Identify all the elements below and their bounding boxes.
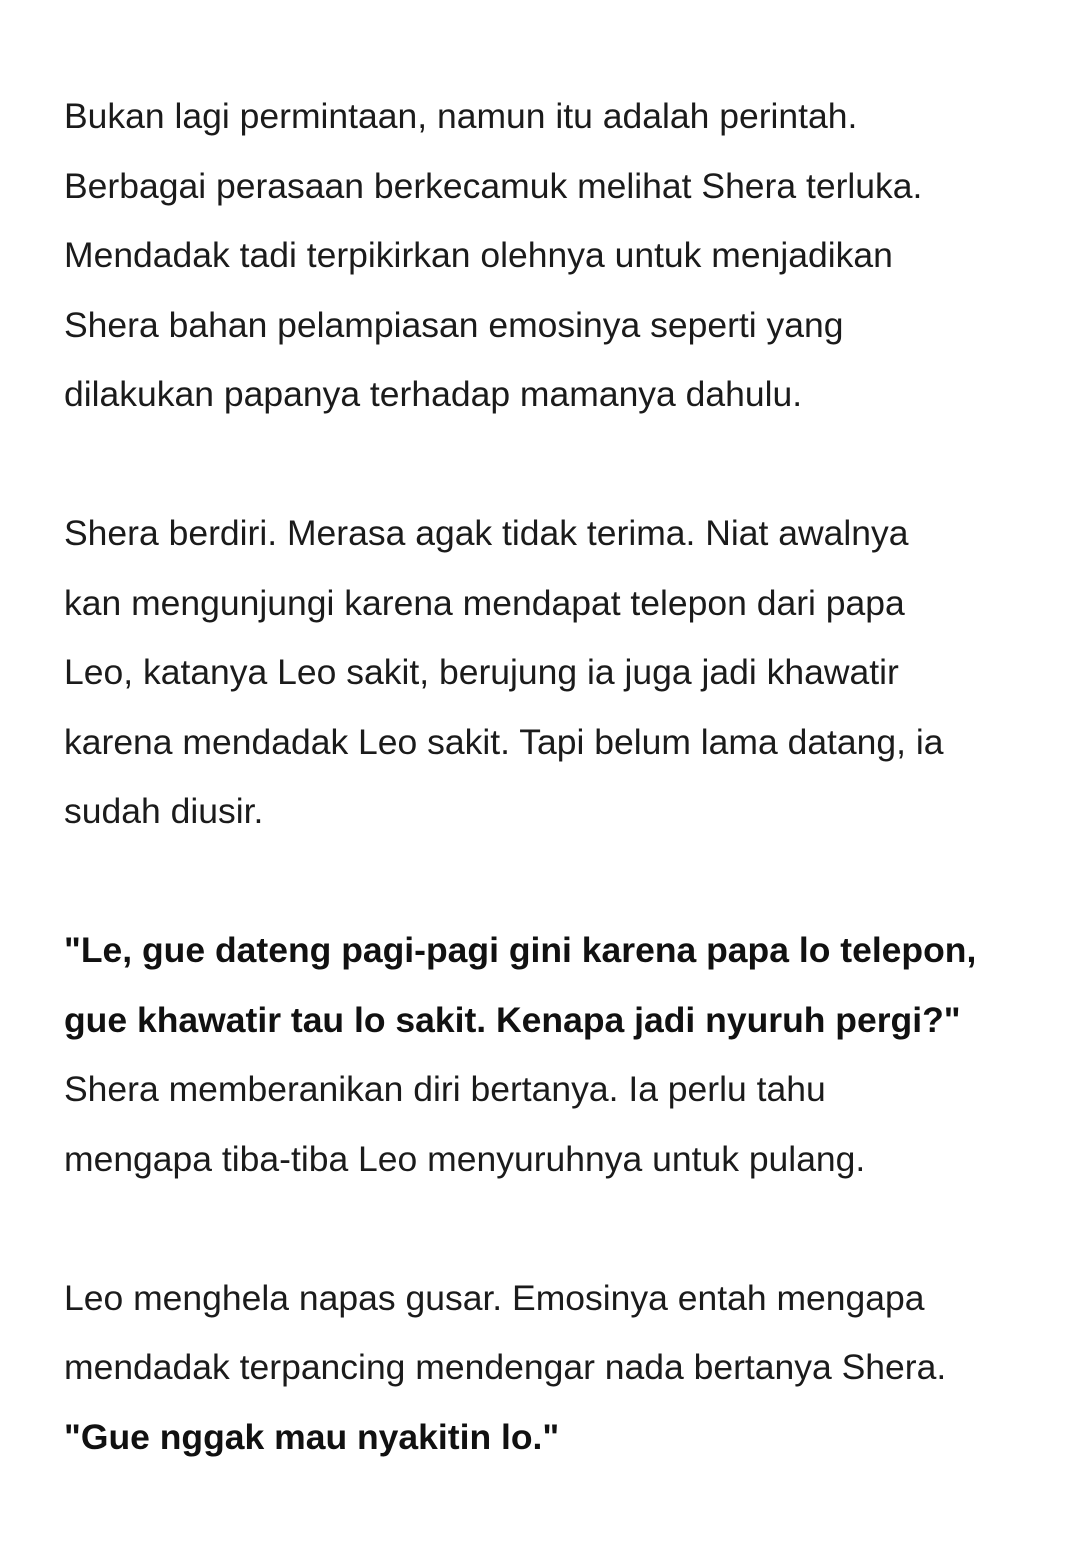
dialogue-line: "Le, gue dateng pagi-pagi gini karena papa lo telepon, <box>64 930 977 970</box>
dialogue-line: gue khawatir tau lo sakit. Kenapa jadi nyuruh pergi?" <box>64 999 961 1040</box>
paragraph-line: mendadak terpancing mendengar nada bertanya Shera. <box>64 1347 947 1387</box>
paragraph-line: Shera memberanikan diri bertanya. Ia perlu tahu <box>64 1069 826 1109</box>
paragraph-line: kan mengunjungi karena mendapat telepon dari papa <box>64 582 905 623</box>
paragraph-line: Leo menghela napas gusar. Emosinya entah mengapa <box>64 1277 925 1318</box>
story-paragraph <box>64 499 1054 847</box>
paragraph-line: Leo, katanya Leo sakit, berujung ia juga jadi khawatir <box>64 652 899 692</box>
paragraph-line: Shera bahan pelampiasan emosinya seperti yang <box>64 304 844 345</box>
paragraph-line: Berbagai perasaan berkecamuk melihat Shera terluka. <box>64 165 923 206</box>
paragraph-line: sudah diusir. <box>64 791 264 831</box>
paragraph-line: Bukan lagi permintaan, namun itu adalah perintah. <box>64 96 858 136</box>
story-paragraph <box>64 1264 1054 1473</box>
paragraph-line: mengapa tiba-tiba Leo menyuruhnya untuk pulang. <box>64 1138 866 1179</box>
paragraph-spacer <box>64 430 1054 500</box>
paragraph-line: karena mendadak Leo sakit. Tapi belum lama datang, ia <box>64 721 944 762</box>
story-text-body <box>64 82 1054 1472</box>
paragraph-spacer <box>64 1194 1054 1264</box>
paragraph-line: dilakukan papanya terhadap mamanya dahulu. <box>64 374 803 414</box>
paragraph-line: Mendadak tadi terpikirkan olehnya untuk menjadikan <box>64 235 893 275</box>
paragraph-line: Shera berdiri. Merasa agak tidak terima. Niat awalnya <box>64 513 909 553</box>
dialogue-line: "Gue nggak mau nyakitin lo." <box>64 1416 560 1457</box>
story-paragraph <box>64 916 1054 1194</box>
story-paragraph <box>64 82 1054 430</box>
paragraph-spacer <box>64 847 1054 917</box>
